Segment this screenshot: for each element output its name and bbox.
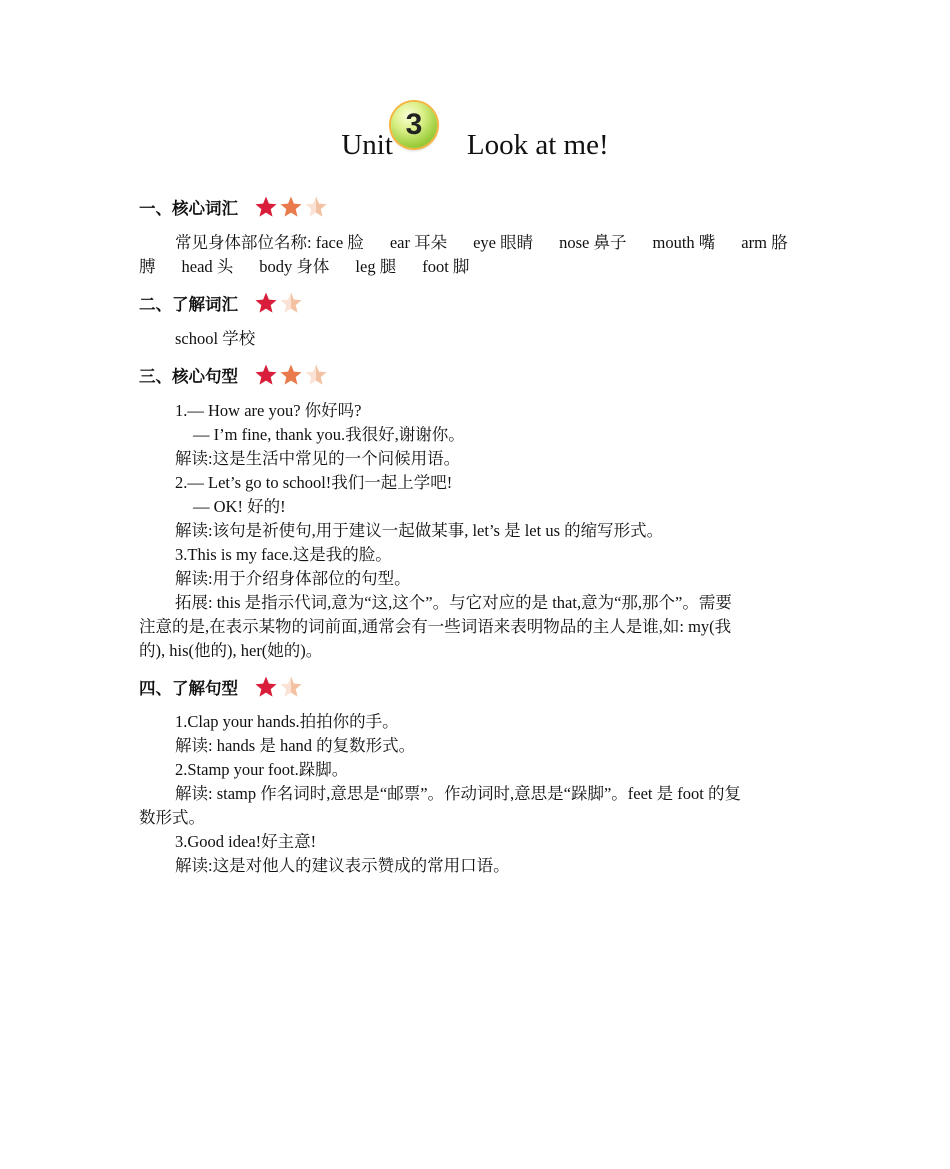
vocab-item: 膊 [139,257,156,276]
explanation-line: 解读: stamp 作名词时,意思是“邮票”。作动词时,意思是“跺脚”。feet 是 foot 的复 [175,784,741,803]
vocab-item: mouth 嘴 [652,233,716,252]
star-icon [254,363,278,387]
section-header-core-vocab [139,194,329,220]
explanation-line: 解读:这是生活中常见的一个问候用语。 [175,449,461,468]
section-header-extra-vocab [139,290,304,316]
section-header-core-sentences [139,362,329,388]
sentence-line: 1.Clap your hands.拍拍你的手。 [175,712,399,731]
unit-number-badge: 3 [391,102,437,148]
explanation-line: 解读:用于介绍身体部位的句型。 [175,569,411,588]
sentence-line: 2.Stamp your foot.跺脚。 [175,760,349,779]
extension-line: 拓展: this 是指示代词,意为“这,这个”。与它对应的是 that,意为“那,那个”。需要 [175,593,732,612]
extension-line: 注意的是,在表示某物的词前面,通常会有一些词语来表明物品的主人是谁,如: my(我 [139,617,732,636]
rating-stars [254,195,329,219]
vocab-item: body 身体 [259,257,330,276]
vocab-item: nose 鼻子 [559,233,627,252]
section-title: 二、了解词汇 [139,295,238,314]
star-icon [279,363,303,387]
page-title [0,108,950,164]
star-icon [254,195,278,219]
vocab-item: foot 脚 [422,257,470,276]
sentence-line: — OK! 好的! [193,497,286,516]
section-header-extra-sentences [139,674,304,700]
explanation-line: 数形式。 [139,808,205,827]
vocab-item: 常见身体部位名称: face 脸 [175,233,364,252]
rating-stars [254,363,329,387]
rating-stars [254,675,304,699]
unit-word: Unit [341,129,393,161]
extension-line: 的), his(他的), her(她的)。 [139,641,323,660]
sentence-line: 3.This is my face.这是我的脸。 [175,545,392,564]
sentence-line: 2.— Let’s go to school!我们一起上学吧! [175,473,453,492]
vocab-item: ear 耳朵 [389,233,448,252]
sentence-line: 3.Good idea!好主意! [175,832,317,851]
section-title: 四、了解句型 [139,679,238,698]
star-icon [254,291,278,315]
vocab-line-1 [175,231,788,255]
star-icon [279,195,303,219]
explanation-line: 解读:这是对他人的建议表示赞成的常用口语。 [175,856,510,875]
rating-stars [254,291,304,315]
star-icon [254,675,278,699]
unit-subtitle: Look at me! [466,129,609,161]
vocab-item: head 头 [181,257,234,276]
vocab-extra: school 学校 [175,329,256,348]
section-title: 三、核心句型 [139,367,238,386]
half-star-icon [279,675,303,699]
vocab-item: arm 胳 [741,233,788,252]
half-star-icon [304,363,328,387]
sentence-line: — I’m fine, thank you.我很好,谢谢你。 [193,425,465,444]
half-star-icon [279,291,303,315]
sentence-line: 1.— How are you? 你好吗? [175,401,362,420]
vocab-line-2 [139,255,469,279]
explanation-line: 解读: hands 是 hand 的复数形式。 [175,736,416,755]
vocab-item: eye 眼睛 [473,233,534,252]
explanation-line: 解读:该句是祈使句,用于建议一起做某事, let’s 是 let us 的缩写形式。 [175,521,664,540]
vocab-item: leg 腿 [355,257,397,276]
half-star-icon [304,195,328,219]
section-title: 一、核心词汇 [139,199,238,218]
